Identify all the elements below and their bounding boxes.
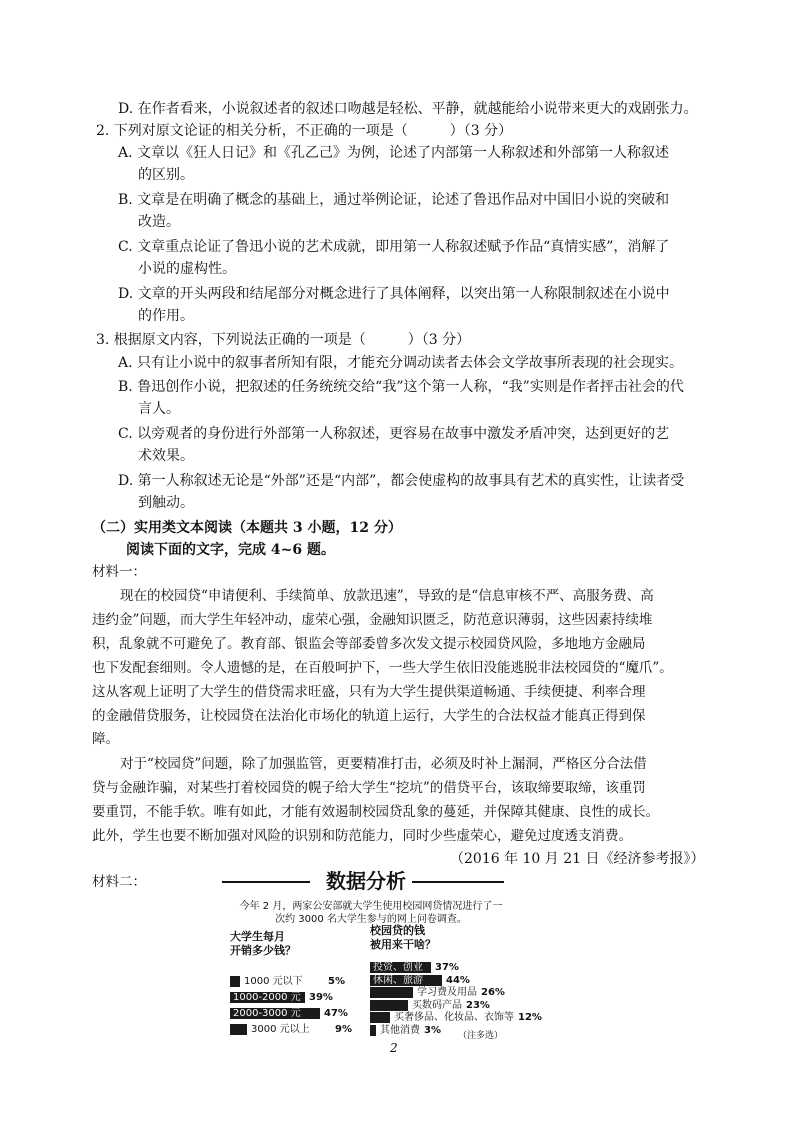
q3-stem: 3. 根据原文内容，下列说法正确的一项是（ ）（3 分） bbox=[96, 332, 471, 348]
material-one-p2-line4: 此外，学生也要不断加强对风险的识别和防范能力，同时少些虚荣心，避免过度透支消费。 bbox=[92, 828, 632, 844]
material-one-label: 材料一： bbox=[92, 564, 146, 580]
bar-label-left-chart-0: 1000 元以下 bbox=[244, 976, 303, 987]
bar-value-right-chart-2: 26% bbox=[481, 987, 505, 998]
figure-title: 数据分析 bbox=[326, 869, 406, 893]
bar-value-right-chart-5: 3% bbox=[424, 1024, 441, 1036]
bar-right-chart-4 bbox=[370, 1012, 390, 1023]
bar-label-right-chart-2: 学习费及用品 bbox=[417, 987, 477, 998]
bar-left-chart-3 bbox=[230, 1024, 247, 1035]
material-one-p1-line3: 积，乱象就不可避免了。教育部、银监会等部委曾多次发文提示校园贷风险，多地地方金融局 bbox=[92, 636, 646, 652]
bar-label-right-chart-3: 买数码产品 bbox=[412, 999, 462, 1011]
bar-label-left-chart-2: 2000-3000 元 bbox=[233, 1008, 301, 1019]
q2-stem: 2. 下列对原文论证的相关分析，不正确的一项是（ ）（3 分） bbox=[96, 123, 513, 139]
bar-label-right-chart-1: 休闲、旅游 bbox=[373, 974, 423, 986]
q3-option-d: D. 第一人称叙述无论是“外部”还是“内部”，都会使虚构的故事具有艺术的真实性，让读者受 bbox=[118, 473, 685, 489]
bar-value-left-chart-3: 9% bbox=[335, 1024, 352, 1035]
left-chart-head-1: 大学生每月 bbox=[230, 930, 285, 943]
q2-option-c: C. 文章重点论证了鲁迅小说的艺术成就，即用第一人称叙述赋予作品“真情实感”，消解了 bbox=[118, 239, 670, 255]
q2-option-a: A. 文章以《狂人日记》和《孔乙己》为例，论述了内部第一人称叙述和外部第一人称叙述 bbox=[118, 145, 670, 161]
q2-option-b: B. 文章是在明确了概念的基础上，通过举例论证，论述了鲁迅作品对中国旧小说的突破和 bbox=[118, 192, 670, 208]
q3-option-c-cont: 术效果。 bbox=[138, 448, 194, 464]
bar-label-right-chart-0: 投资、创业 bbox=[373, 962, 423, 973]
material-one-p1-line1: 现在的校园贷“申请便利、手续简单、放款迅速”，导致的是“信息审核不严、高服务费、高 bbox=[120, 588, 654, 604]
bar-label-right-chart-4: 买奢侈品、化妆品、衣饰等 bbox=[394, 1012, 514, 1023]
bar-value-right-chart-3: 23% bbox=[466, 999, 490, 1011]
right-chart-head-1: 校园贷的钱 bbox=[370, 924, 425, 937]
bar-label-right-chart-5: 其他消费 bbox=[380, 1024, 420, 1036]
bar-value-left-chart-2: 47% bbox=[324, 1008, 348, 1019]
figure-intro: 今年 2 月，两家公安部就大学生使用校园网贷情况进行了一次约 3000 名大学生参与的网上问卷调查。 bbox=[239, 901, 503, 925]
left-chart-head-2: 开销多少钱？ bbox=[230, 944, 296, 957]
q2-option-d-cont: 的作用。 bbox=[138, 308, 194, 324]
bar-left-chart-0 bbox=[230, 976, 240, 987]
material-one-p1-line5: 这从客观上证明了大学生的借贷需求旺盛，只有为大学生提供渠道畅通、手续便捷、利率合理 bbox=[92, 684, 646, 700]
bar-label-left-chart-3: 3000 元以上 bbox=[251, 1024, 310, 1035]
q2-option-c-cont: 小说的虚构性。 bbox=[138, 261, 236, 277]
q3-option-b-cont: 言人。 bbox=[138, 401, 180, 417]
bar-right-chart-5 bbox=[370, 1025, 376, 1036]
material-one-p1-line7: 障。 bbox=[92, 731, 119, 747]
right-chart-head-2: 被用来干啥？ bbox=[370, 938, 436, 951]
q3-option-c: C. 以旁观者的身份进行外部第一人称叙述，更容易在故事中激发矛盾冲突，达到更好的艺 bbox=[118, 426, 670, 442]
material-one-p2-line2: 贷与金融诈骗，对某些打着校园贷的幌子给大学生“挖坑”的借贷平台，该取缔要取缔，该重罚 bbox=[92, 780, 646, 796]
bar-right-chart-3 bbox=[370, 1000, 408, 1011]
bar-value-left-chart-0: 5% bbox=[328, 976, 345, 987]
material-one-source: （2016 年 10 月 21 日《经济参考报》） bbox=[450, 851, 705, 867]
material-one-p1-line4: 也下发配套细则。令人遗憾的是，在百般呵护下，一些大学生依旧没能逃脱非法校园贷的“魔爪”。 bbox=[92, 660, 673, 676]
bar-right-chart-2 bbox=[370, 987, 413, 998]
material-one-p1-line2: 违约金”问题，而大学生年轻冲动，虚荣心强，金融知识匮乏，防范意识薄弱，这些因素持续堆 bbox=[92, 612, 653, 628]
q2-option-d: D. 文章的开头两段和结尾部分对概念进行了具体阐释，以突出第一人称限制叙述在小说中 bbox=[118, 286, 670, 302]
data-analysis-figure bbox=[218, 866, 542, 1066]
q2-option-b-cont: 改造。 bbox=[138, 214, 180, 230]
q1-option-d: D. 在作者看来，小说叙述者的叙述口吻越是轻松、平静，就越能给小说带来更大的戏剧张力。 bbox=[118, 101, 698, 117]
material-one-p2-line1: 对于“校园贷”问题，除了加强监管，更要精准打击，必须及时补上漏洞，严格区分合法借 bbox=[120, 756, 647, 772]
section-instruction: 阅读下面的文字，完成 4~6 题。 bbox=[126, 542, 335, 558]
title-rule-right bbox=[412, 881, 504, 883]
q3-option-a: A. 只有让小说中的叙事者所知有限，才能充分调动读者去体会文学故事所表现的社会现实。 bbox=[118, 355, 684, 371]
q2-option-a-cont: 的区别。 bbox=[138, 167, 194, 183]
material-one-p2-line3: 要重罚，不能手软。唯有如此，才能有效遏制校园贷乱象的蔓延，并保障其健康、良性的成长。 bbox=[92, 804, 659, 820]
bar-value-left-chart-1: 39% bbox=[309, 992, 333, 1003]
multi-select-note: （注多选） bbox=[458, 1031, 504, 1041]
section-heading: （二）实用类文本阅读（本题共 3 小题，12 分） bbox=[92, 520, 402, 536]
material-two-label: 材料二： bbox=[92, 874, 146, 890]
bar-value-right-chart-1: 44% bbox=[446, 974, 470, 986]
q3-option-d-cont: 到触动。 bbox=[138, 495, 194, 511]
page-number: 2 bbox=[390, 1041, 398, 1055]
q3-option-b: B. 鲁迅创作小说，把叙述的任务统统交给“我”这个第一人称，“我”实则是作者抨击社会的代 bbox=[118, 379, 684, 395]
bar-label-left-chart-1: 1000-2000 元 bbox=[233, 992, 301, 1003]
bar-value-right-chart-4: 12% bbox=[518, 1012, 542, 1023]
material-one-p1-line6: 的金融借贷服务，让校园贷在法治化市场化的轨道上运行，大学生的合法权益才能真正得到保 bbox=[92, 708, 646, 724]
bar-value-right-chart-0: 37% bbox=[435, 962, 459, 973]
